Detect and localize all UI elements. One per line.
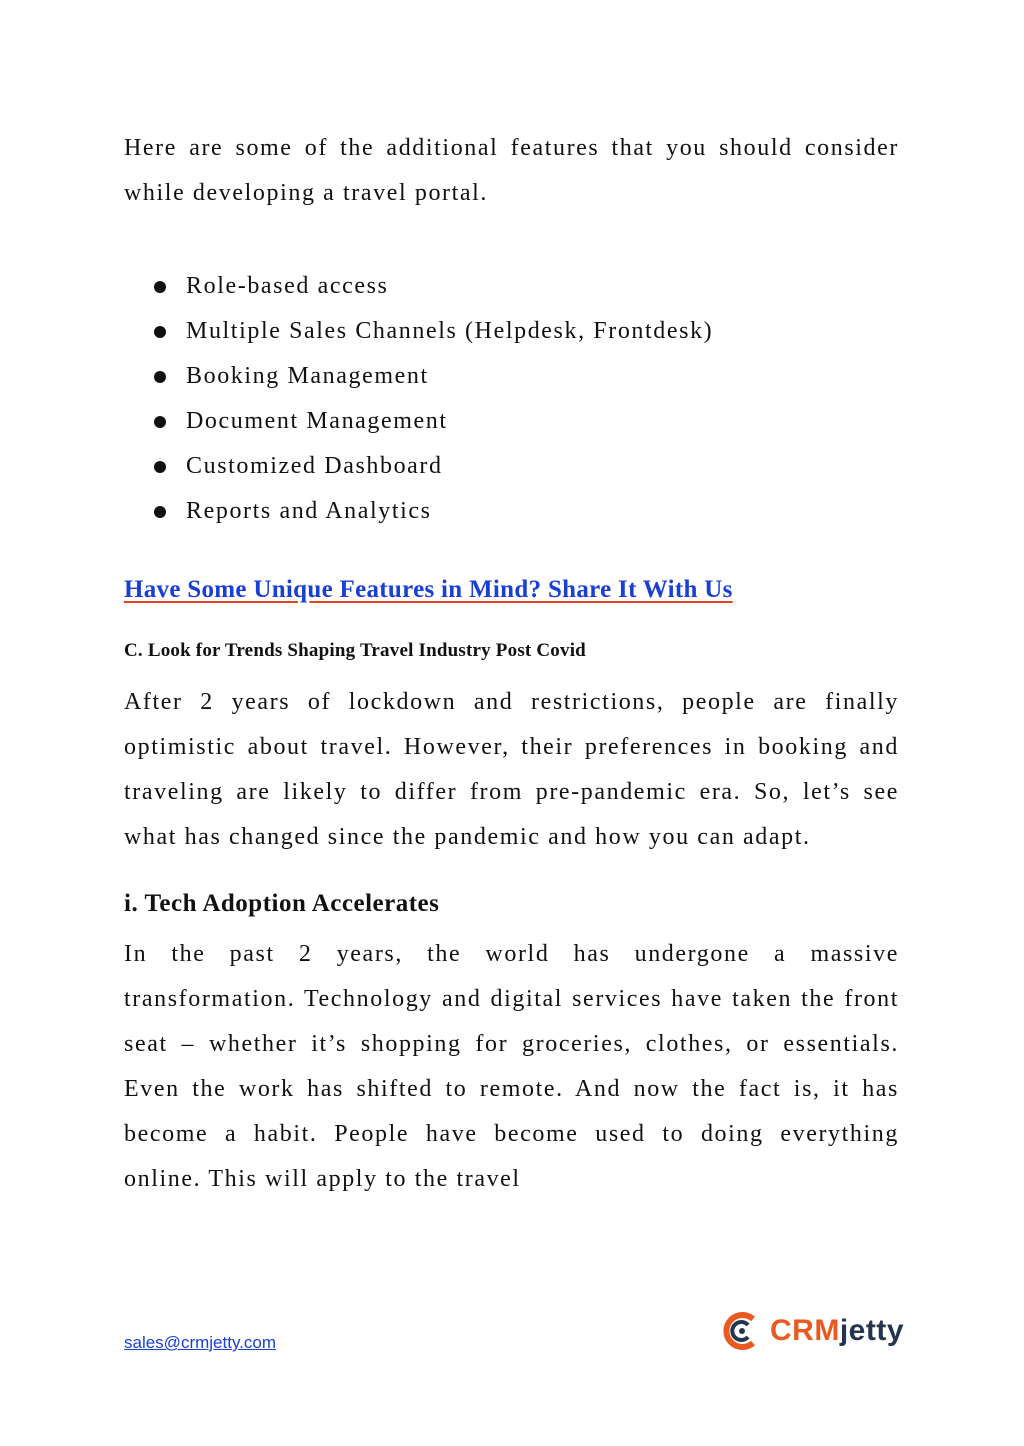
crmjetty-logo — [722, 1308, 904, 1354]
list-item — [154, 489, 899, 534]
section-c-paragraph: After 2 years of lockdown and restrictions, people are finally optimistic about travel. However, their preferences in booking and traveling are likely to differ from pre-pandemic era. So, let’s see what has changed since the pandemic and how you can adapt. — [124, 689, 899, 850]
list-item-label: Document Management — [186, 408, 448, 434]
bullet-icon — [154, 416, 166, 428]
list-item — [154, 399, 899, 444]
document-body — [124, 126, 899, 1202]
subsection-i-paragraph: In the past 2 years, the world has undergone a massive transformation. Technology and digital services have taken the front seat – whether it’s shopping for groceries, clothes, or essentials. Even the work has shifted to remote. And now the fact is, it has become a habit. People have become used to doing everything online. This will apply to the travel — [124, 941, 899, 1192]
logo-crm-text: CRM — [770, 1314, 840, 1347]
subsection-i-heading: i. Tech Adoption Accelerates — [124, 890, 440, 917]
list-item-label: Multiple Sales Channels (Helpdesk, Frontdesk) — [186, 318, 714, 344]
list-item-label: Role-based access — [186, 273, 389, 299]
section-c-heading: C. Look for Trends Shaping Travel Industry Post Covid — [124, 640, 586, 661]
bullet-icon — [154, 326, 166, 338]
logo-wordmark — [770, 1314, 904, 1348]
list-item — [154, 444, 899, 489]
bullet-icon — [154, 506, 166, 518]
intro-paragraph: Here are some of the additional features that you should consider while developing a travel portal. — [124, 135, 899, 206]
bullet-icon — [154, 281, 166, 293]
list-item-label: Customized Dashboard — [186, 453, 443, 479]
list-item — [154, 354, 899, 399]
list-item — [154, 264, 899, 309]
list-item — [154, 309, 899, 354]
crmjetty-logo-icon — [722, 1311, 762, 1351]
list-item-label: Reports and Analytics — [186, 498, 432, 524]
logo-jetty-text: jetty — [839, 1314, 905, 1347]
list-item-label: Booking Management — [186, 363, 429, 389]
share-features-link[interactable]: Have Some Unique Features in Mind? Share It With Us — [124, 576, 733, 603]
bullet-icon — [154, 461, 166, 473]
bullet-icon — [154, 371, 166, 383]
sales-email-link[interactable]: sales@crmjetty.com — [124, 1333, 277, 1352]
features-list — [124, 264, 899, 534]
